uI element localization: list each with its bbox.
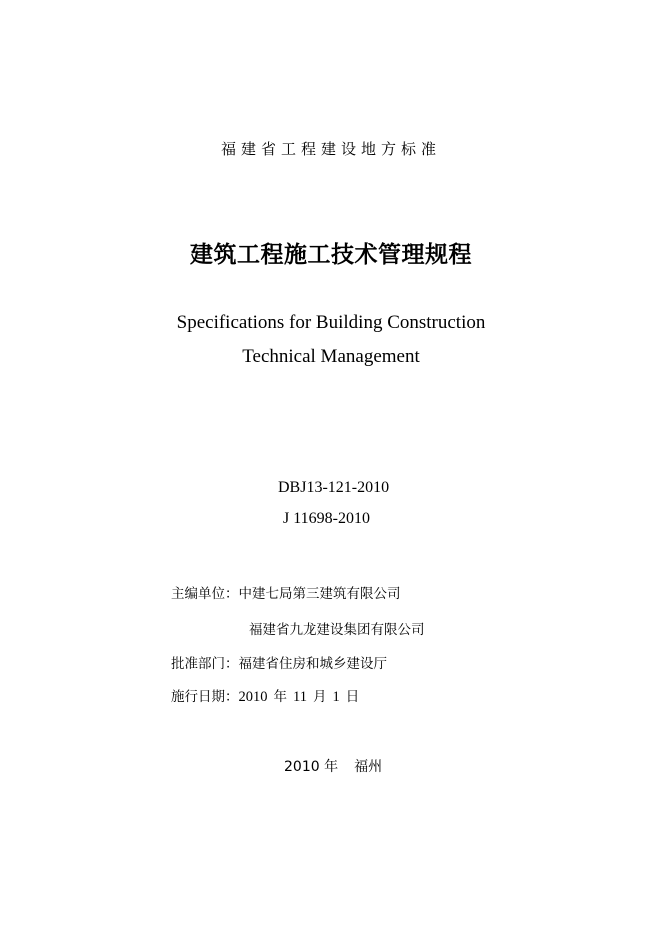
effective-day: 1	[332, 689, 340, 705]
editor-row-2	[249, 618, 425, 638]
publication-footer	[284, 756, 382, 776]
document-category: 福建省工程建设地方标准	[220, 140, 441, 158]
effective-label: 施行日期：	[171, 689, 239, 705]
editor-1: 中建七局第三建筑有限公司	[238, 586, 401, 602]
approver-row	[171, 652, 387, 672]
standard-number: DBJ13-121-2010	[278, 479, 390, 496]
approver-label: 批准部门：	[171, 656, 239, 672]
effective-year: 2010	[238, 689, 268, 705]
year-char: 年	[273, 689, 287, 705]
english-title-line-1: Specifications for Building Construction	[176, 312, 486, 333]
publication-year: 2010 年	[284, 759, 339, 775]
effective-month: 11	[293, 689, 307, 705]
publication-city: 福州	[354, 759, 383, 775]
day-char: 日	[345, 689, 360, 705]
record-number: J 11698-2010	[283, 510, 370, 527]
editor-row-1	[171, 582, 401, 602]
chinese-title: 建筑工程施工技术管理规程	[190, 242, 472, 268]
editor-label: 主编单位：	[171, 586, 239, 602]
approver: 福建省住房和城乡建设厅	[238, 656, 387, 672]
effective-date-row	[171, 685, 359, 706]
english-title-line-2: Technical Management	[242, 346, 420, 367]
month-char: 月	[312, 689, 327, 705]
editor-2: 福建省九龙建设集团有限公司	[249, 622, 425, 638]
